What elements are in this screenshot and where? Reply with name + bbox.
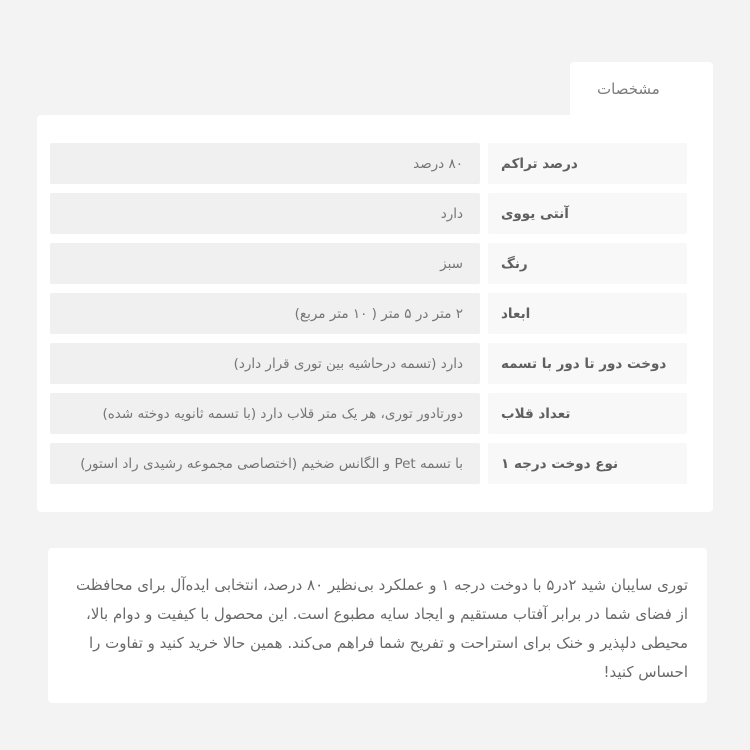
tab-specifications[interactable]	[570, 62, 713, 115]
spec-label-cell	[488, 243, 687, 284]
spec-value-cell	[50, 193, 480, 234]
spec-label-text: تعداد قلاب	[501, 405, 571, 422]
spec-cell-gap	[480, 193, 488, 234]
spec-value-text: ۸۰ درصد	[413, 155, 463, 172]
spec-cell-gap	[480, 143, 488, 184]
spec-table-row	[50, 293, 687, 334]
spec-value-cell	[50, 343, 480, 384]
spec-value-cell	[50, 393, 480, 434]
spec-label-text: دوخت دور تا دور با تسمه	[501, 355, 667, 372]
product-description-card	[48, 548, 707, 703]
spec-table-row	[50, 443, 687, 484]
spec-value-cell	[50, 293, 480, 334]
spec-table-row	[50, 143, 687, 184]
spec-label-text: ابعاد	[501, 305, 531, 322]
spec-table-row	[50, 393, 687, 434]
spec-value-text: ۲ متر در ۵ متر ( ۱۰ متر مربع)	[294, 305, 463, 322]
spec-cell-gap	[480, 243, 488, 284]
spec-value-text: دورتادور توری، هر یک متر قلاب دارد (با تسمه ثانویه دوخته شده)	[102, 405, 463, 422]
spec-value-cell	[50, 243, 480, 284]
specifications-tab-label: مشخصات	[597, 79, 660, 98]
spec-cell-gap	[480, 393, 488, 434]
spec-value-cell	[50, 143, 480, 184]
spec-cell-gap	[480, 343, 488, 384]
spec-label-cell	[488, 443, 687, 484]
spec-value-text: سبز	[440, 255, 463, 272]
spec-cell-gap	[480, 293, 488, 334]
spec-label-text: درصد تراکم	[501, 155, 578, 172]
spec-label-cell	[488, 393, 687, 434]
spec-label-text: آنتی یووی	[501, 205, 569, 222]
spec-value-text: دارد	[440, 205, 463, 222]
spec-value-text: با تسمه Pet و الگانس ضخیم (اختصاصی مجموعه رشیدی راد استور)	[80, 455, 463, 472]
spec-value-cell	[50, 443, 480, 484]
product-description-text: توری سایبان شید ۲در۵ با دوخت درجه ۱ و عملکرد بی‌نظیر ۸۰ درصد، انتخابی ایده‌آل برای محافظت از فضای شما در برابر آفتاب مستقیم و ایجاد سایه مطبوع است. این محصول با کیفیت و دوام بالا، محیطی دلپذیر و خنک برای استراحت و تفریح شما فراهم می‌کند. همین حالا خرید کنید و تفاوت را احساس کنید!	[76, 575, 688, 681]
spec-table-row	[50, 193, 687, 234]
spec-label-cell	[488, 343, 687, 384]
spec-value-text: دارد (تسمه درحاشیه بین توری قرار دارد)	[233, 355, 463, 372]
specifications-table	[37, 115, 713, 512]
spec-label-text: رنگ	[501, 255, 528, 272]
spec-cell-gap	[480, 443, 488, 484]
spec-label-cell	[488, 193, 687, 234]
spec-label-cell	[488, 143, 687, 184]
spec-table-row	[50, 343, 687, 384]
spec-table-row	[50, 243, 687, 284]
spec-label-cell	[488, 293, 687, 334]
spec-label-text: نوع دوخت درجه ۱	[501, 455, 619, 472]
